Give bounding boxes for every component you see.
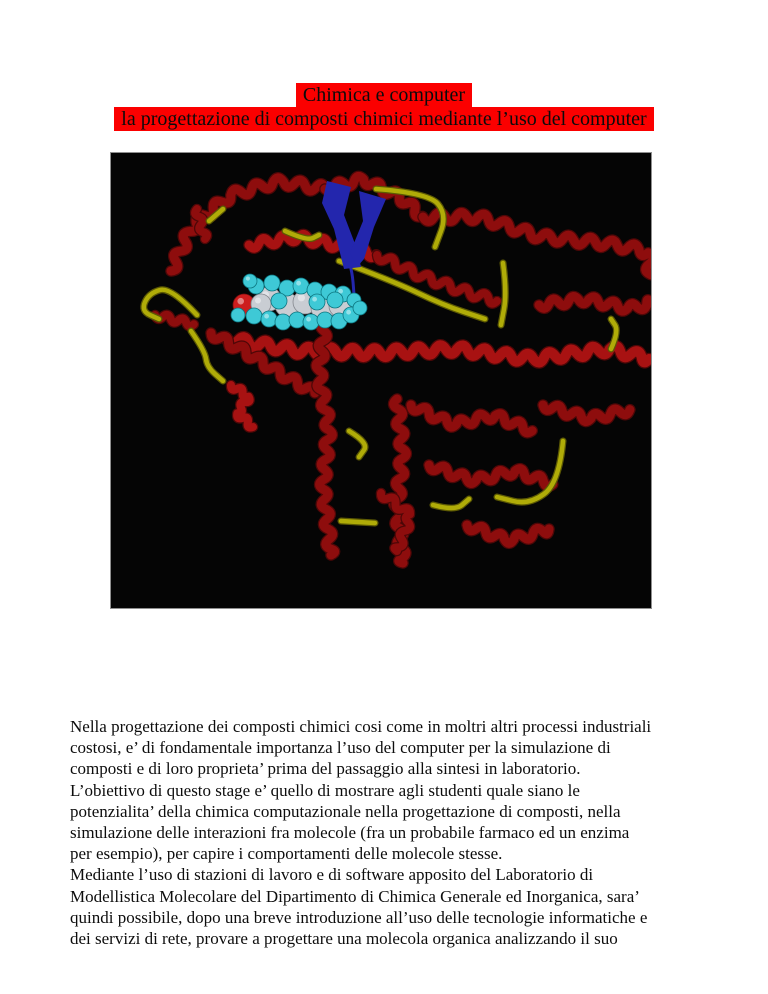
title-line-2: la progettazione di composti chimici mediante l’uso del computer: [114, 107, 653, 131]
body-text-line: Mediante l’uso di stazioni di lavoro e di software apposito del Laboratorio di: [70, 865, 594, 885]
body-text-line: L’obiettivo di questo stage e’ quello di mostrare agli studenti quale siano le: [70, 780, 580, 800]
title-line-1: Chimica e computer: [296, 83, 472, 107]
title-line-2-wrap: [0, 107, 768, 131]
title-block: [0, 83, 768, 131]
body-text-line: quindi possibile, dopo una breve introduzione all’uso delle tecnologie informatiche e: [70, 907, 648, 927]
body-text-line: potenzialita’ della chimica computazionale nella progettazione di composti, nella: [70, 801, 621, 821]
body-text-line: simulazione delle interazioni fra molecole (fra un probabile farmaco ed un enzima: [70, 823, 630, 843]
body-text-line: costosi, e’ di fondamentale importanza l’uso del computer per la simulazione di: [70, 738, 611, 758]
body-text-line: per esempio), per capire i comportamenti delle molecole stesse.: [70, 844, 503, 864]
body-text-line: Modellistica Molecolare del Dipartimento di Chimica Generale ed Inorganica, sara’: [70, 886, 640, 906]
protein-structure-image: [110, 152, 652, 609]
body-text: [70, 716, 728, 949]
body-text-line: composti e di loro proprieta’ prima del passaggio alla sintesi in laboratorio.: [70, 759, 581, 779]
molecule-svg: [111, 153, 651, 608]
body-text-line: Nella progettazione dei composti chimici cosi come in moltri altri processi industriali: [70, 717, 652, 736]
body-text-line: dei servizi di rete, provare a progettare una molecola organica analizzando il suo: [70, 929, 618, 949]
title-line-1-wrap: [0, 83, 768, 107]
